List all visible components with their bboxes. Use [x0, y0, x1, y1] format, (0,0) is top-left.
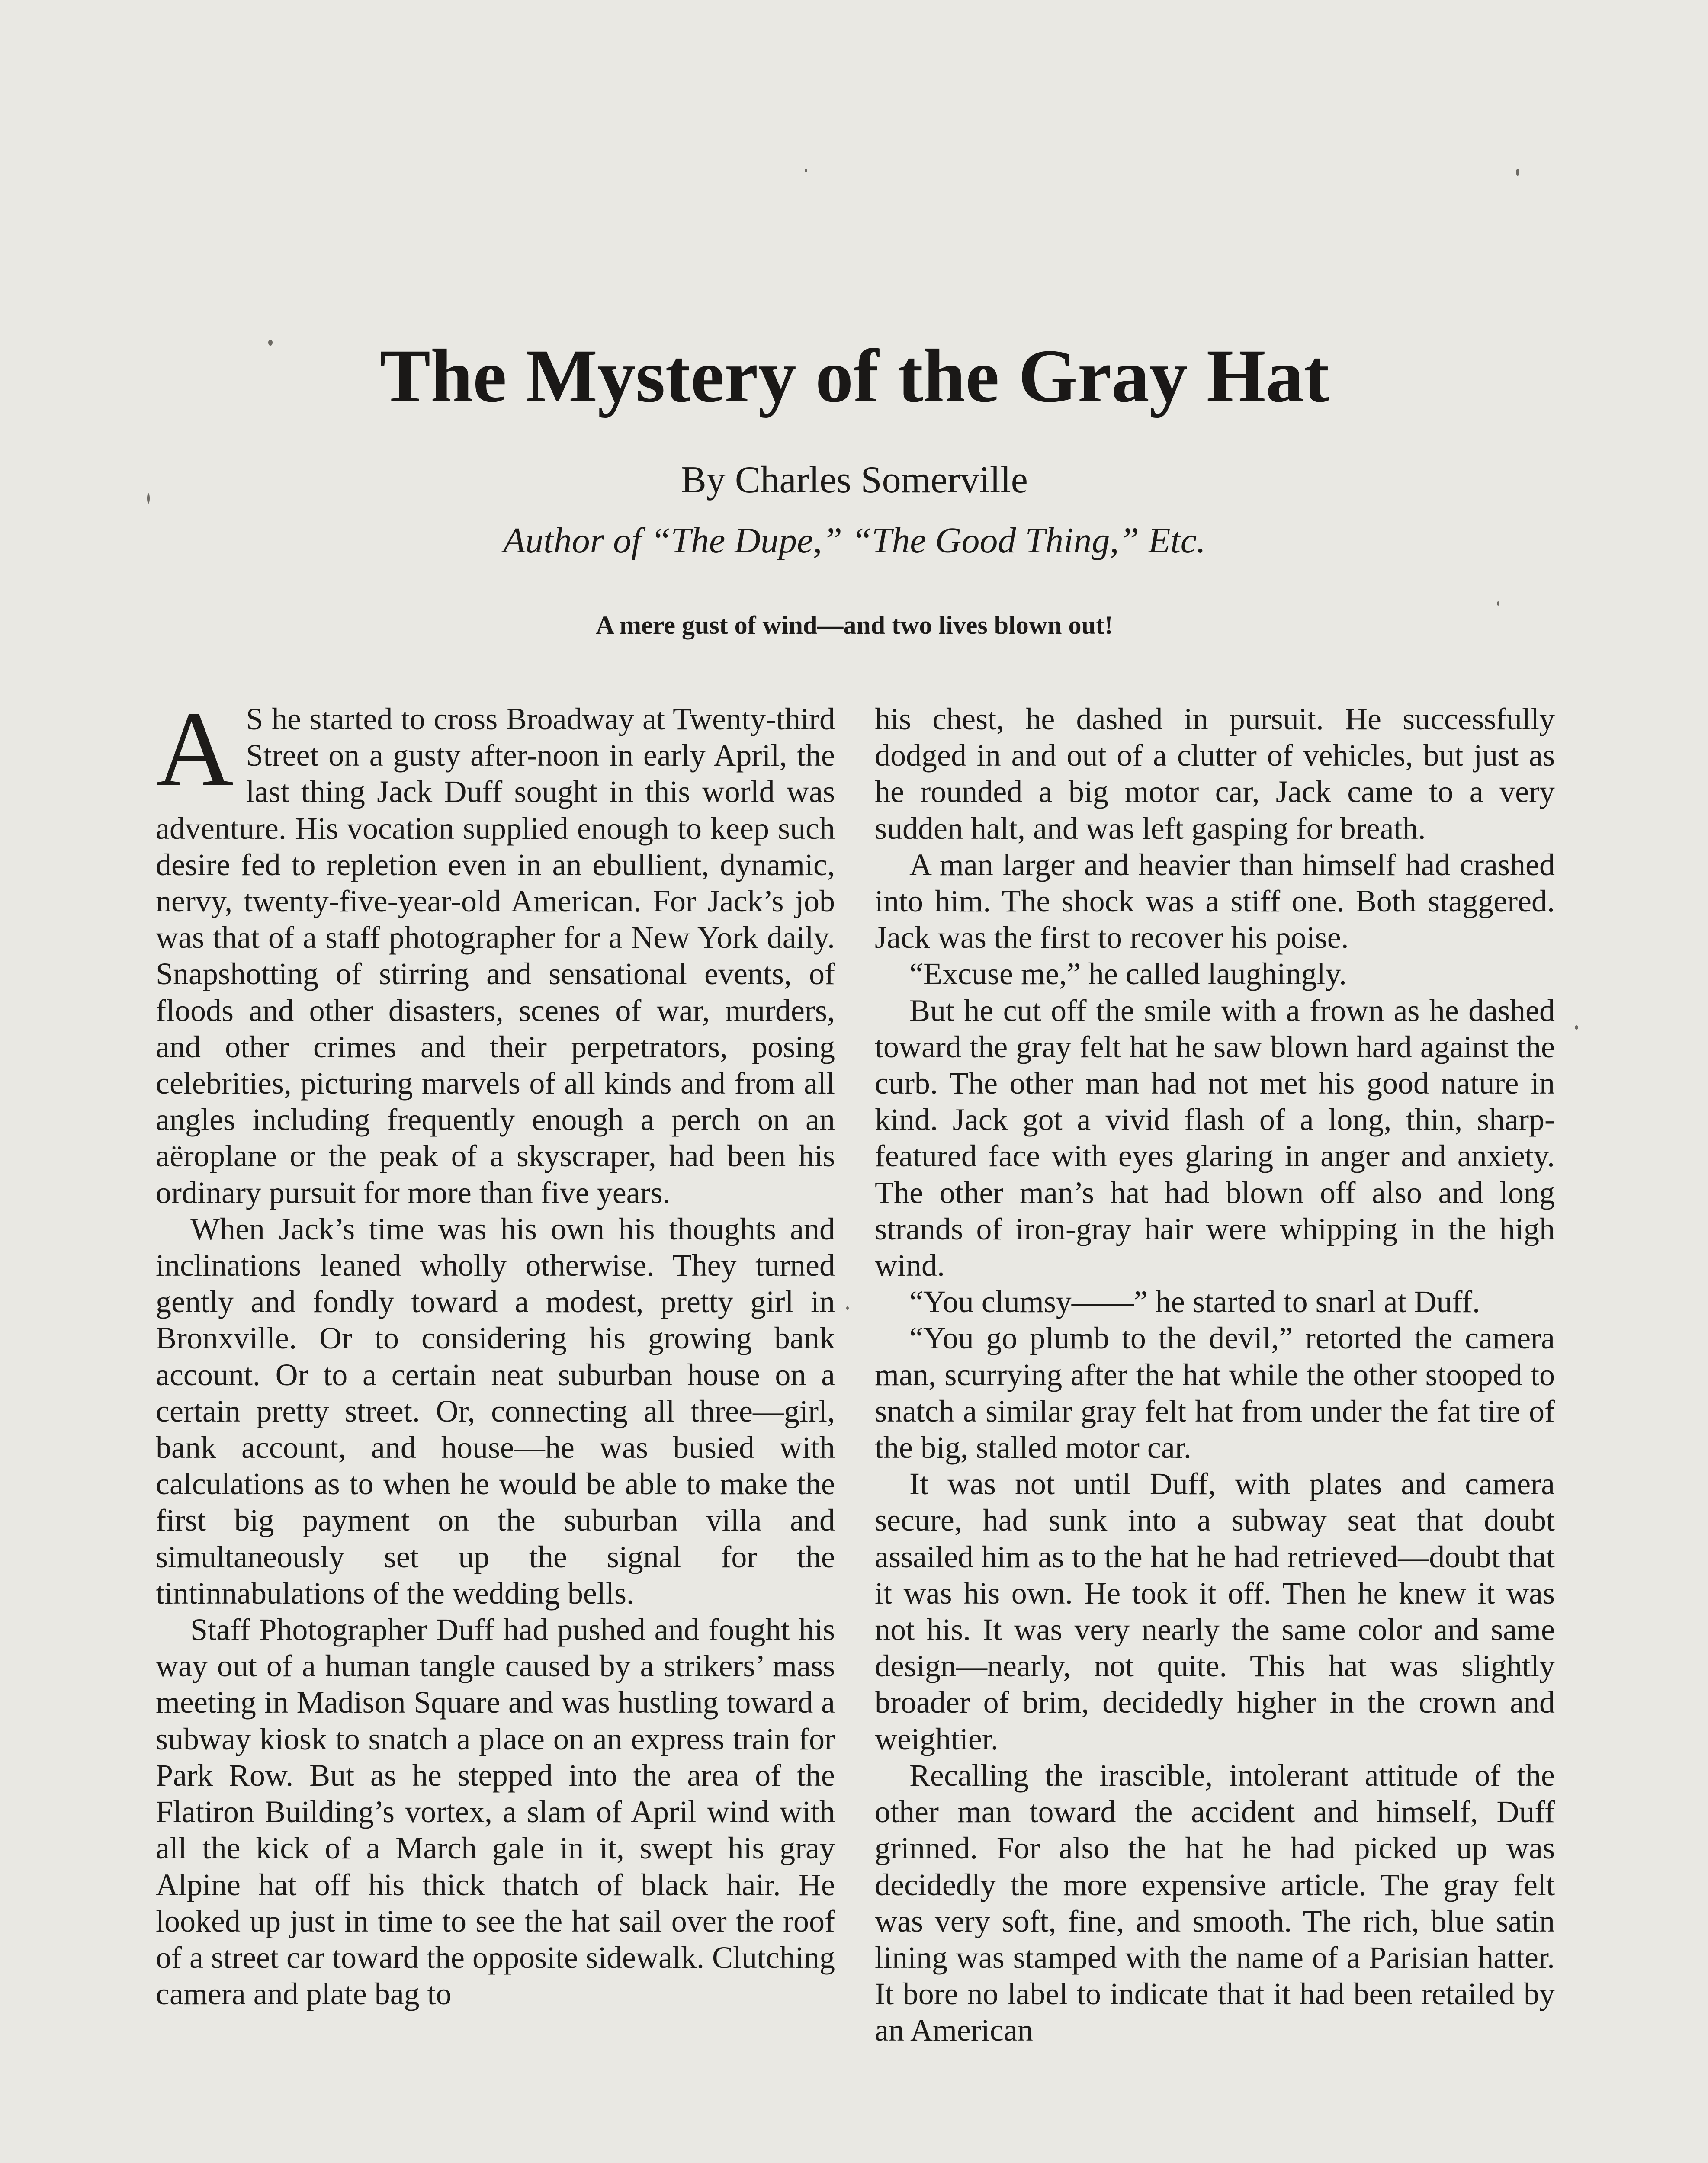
story-title: The Mystery of the Gray Hat [379, 334, 1329, 418]
story-subhead: A mere gust of wind—and two lives blown out! [596, 611, 1113, 639]
body-paragraph: It was not until Duff, with plates and camera secure, had sunk into a subway seat that doubt assailed him as to the hat he had retrieved—doubt that it was his own. He took it off. Then he knew it was not his. It was very nearly the same color and same design—nearly, not quite. This hat was slightly broader of brim, decidedly higher in the crown and weightier. [875, 1467, 1555, 1756]
paper-speck [1575, 1025, 1578, 1030]
drop-cap-letter: A [156, 701, 234, 809]
author-credits: Author of “The Dupe,” “The Good Thing,” Etc. [503, 520, 1206, 561]
body-paragraph: his chest, he dashed in pursuit. He successfully dodged in and out of a clutter of vehicles, but just as he rounded a big motor car, Jack came to a very sudden halt, and was left gasping for breath. [875, 702, 1555, 846]
right-text-column [875, 701, 1555, 2163]
body-paragraph: A man larger and heavier than himself had crashed into him. The shock was a stiff one. Both staggered. Jack was the first to recover his poise. [875, 847, 1555, 955]
opening-paragraph-text: S he started to cross Broadway at Twenty-third Street on a gusty after-noon in early April, the last thing Jack Duff sought in this world was adventure. His vocation supplied enough to keep such desire fed to repletion even in an ebullient, dynamic, nervy, twenty-five-year-old American. For Jack’s job was that of a staff photographer for a New York daily. Snapshotting of stirring and sensational events, of floods and other disasters, scenes of war, murders, and other crimes and their perpetrators, posing celebrities, picturing marvels of all kinds and from all angles including frequently enough a perch on an aëroplane or the peak of a skyscraper, had been his ordinary pursuit for more than five years. [156, 702, 835, 1210]
paper-speck [1516, 169, 1519, 176]
body-paragraph: “Excuse me,” he called laughingly. [909, 956, 1347, 992]
paper-speck [1497, 601, 1499, 606]
body-paragraph: Recalling the irascible, intolerant attitude of the other man toward the accident and himself, Duff grinned. For also the hat he had picked up was decidedly the more expensive article. The gray felt was very soft, fine, and smooth. The rich, blue satin lining was stamped with the name of a Parisian hatter. It bore no label to indicate that it had been retailed by an American [875, 1758, 1555, 2048]
body-paragraph: “You go plumb to the devil,” retorted the camera man, scurrying after the hat while the other stooped to snatch a similar gray felt hat from under the fat tire of the big, stalled motor car. [875, 1321, 1555, 1465]
paper-speck [846, 1306, 849, 1310]
opening-paragraph [156, 701, 835, 1211]
body-paragraph: When Jack’s time was his own his thoughts and inclinations leaned wholly otherwise. They turned gently and fondly toward a modest, pretty girl in Bronxville. Or to considering his growing bank account. Or to a certain neat suburban house on a certain pretty street. Or, connecting all three—girl, bank account, and house—he was busied with calculations as to when he would be able to make the first big payment on the suburban villa and simultaneously set up the signal for the tintinnabulations of the wedding bells. [156, 1211, 835, 1611]
body-paragraph: Staff Photographer Duff had pushed and fought his way out of a human tangle caused by a strikers’ mass meeting in Madison Square and was hustling toward a subway kiosk to snatch a place on an express train for Park Row. But as he stepped into the area of the Flatiron Building’s vortex, a slam of April wind with all the kick of a March gale in it, swept his gray Alpine hat off his thick thatch of black hair. He looked up just in time to see the hat sail over the roof of a street car toward the opposite sidewalk. Clutching camera and plate bag to [156, 1612, 835, 2012]
paper-speck [805, 169, 807, 172]
author-byline: By Charles Somerville [681, 459, 1028, 501]
left-text-column [156, 701, 835, 2163]
paper-speck [147, 493, 150, 504]
body-paragraph: But he cut off the smile with a frown as he dashed toward the gray felt hat he saw blown hard against the curb. The other man had not met his good nature in kind. Jack got a vivid flash of a long, thin, sharp-featured face with eyes glaring in anger and anxiety. The other man’s hat had blown off also and long strands of iron-gray hair were whipping in the high wind. [875, 993, 1555, 1283]
body-paragraph: “You clumsy——” he started to snarl at Duff. [909, 1284, 1480, 1319]
